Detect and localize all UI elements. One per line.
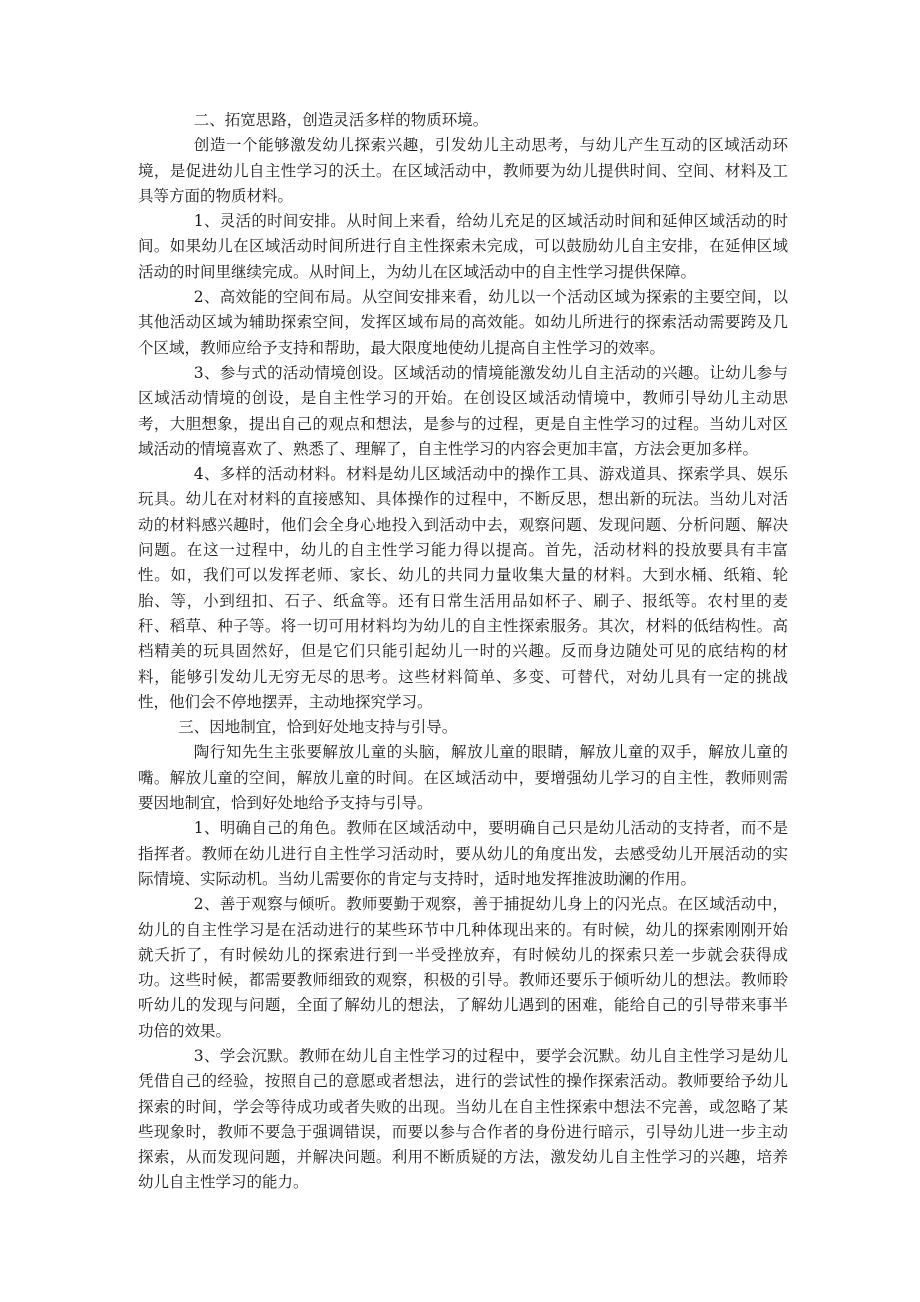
point-observe-listen: 2、善于观察与倾听。教师要勤于观察，善于捕捉幼儿身上的闪光点。在区域活动中，幼儿的自主性学习是在活动进行的某些环节中几种体现出来的。有时候，幼儿的探索刚刚开始就夭折了，有时候幼儿的探索进行到一半受挫放弃，有时候幼儿的探索只差一步就会获得成功。这些时候，都需要教师细致的观察，积极的引导。教师还要乐于倾听幼儿的想法。教师聆听幼儿的发现与问题，全面了解幼儿的想法，了解幼儿遇到的困难，能给自己的引导带来事半功倍的效果。	[138, 895, 788, 1040]
point-space-layout: 2、高效能的空间布局。从空间安排来看，幼儿以一个活动区域为探索的主要空间，以其他活动区域为辅助探索空间，发挥区域布局的高效能。如幼儿所进行的探索活动需要跨及几个区域，教师应给予支持和帮助，最大限度地使幼儿提高自主性学习的效率。	[138, 288, 788, 357]
section-heading-2: 二、拓宽思路，创造灵活多样的物质环境。	[193, 111, 489, 129]
point-time-arrangement: 1、灵活的时间安排。从时间上来看，给幼儿充足的区域活动时间和延伸区域活动的时间。如果幼儿在区域活动时间所进行自主性探索未完成，可以鼓励幼儿自主安排，在延伸区域活动的时间里继续完成。从时间上，为幼儿在区域活动中的自主性学习提供保障。	[138, 212, 788, 281]
document-body	[138, 108, 788, 1196]
section-heading-3: 三、因地制宜，恰到好处地支持与引导。	[178, 718, 458, 737]
section-intro-paragraph: 创造一个能够激发幼儿探索兴趣，引发幼儿主动思考，与幼儿产生互动的区域活动环境，是促进幼儿自主性学习的沃土。在区域活动中，教师要为幼儿提供时间、空间、材料及工具等方面的物质材料。	[138, 136, 788, 205]
point-situation-creation: 3、参与式的活动情境创设。区域活动的情境能激发幼儿自主活动的兴趣。让幼儿参与区域活动情境的创设，是自主性学习的开始。在创设区域活动情境中，教师引导幼儿主动思考，大胆想象，提出自己的观点和想法，是参与的过程，更是自主性学习的过程。当幼儿对区域活动的情境喜欢了、熟悉了、理解了，自主性学习的内容会更加丰富，方法会更加多样。	[138, 363, 788, 458]
point-activity-materials: 4、多样的活动材料。材料是幼儿区域活动中的操作工具、游戏道具、探索学具、娱乐玩具。幼儿在对材料的直接感知、具体操作的过程中，不断反思，想出新的玩法。当幼儿对活动的材料感兴趣时，他们会全身心地投入到活动中去，观察问题、发现问题、分析问题、解决问题。在这一过程中，幼儿的自主性学习能力得以提高。首先，活动材料的投放要具有丰富性。如，我们可以发挥老师、家长、幼儿的共同力量收集大量的材料。大到水桶、纸箱、轮胎、等，小到纽扣、石子、纸盒等。还有日常生活用品如杯子、刷子、报纸等。农村里的麦秆、稻草、种子等。将一切可用材料均为幼儿的自主性探索服务。其次，材料的低结构性。高档精美的玩具固然好，但是它们只能引起幼儿一时的兴趣。反而身边随处可见的底结构的材料，能够引发幼儿无穷无尽的思考。这些材料简单、多变、可替代，对幼儿具有一定的挑战性，他们会不停地摆弄，主动地探究学习。	[138, 465, 788, 711]
point-clear-role: 1、明确自己的角色。教师在区域活动中，要明确自己只是幼儿活动的支持者，而不是指挥者。教师在幼儿进行自主性学习活动时，要从幼儿的角度出发，去感受幼儿开展活动的实际情境、实际动机。当幼儿需要你的肯定与支持时，适时地发挥推波助澜的作用。	[138, 819, 788, 888]
point-learn-silence: 3、学会沉默。教师在幼儿自主性学习的过程中，要学会沉默。幼儿自主性学习是幼儿凭借自己的经验，按照自己的意愿或者想法，进行的尝试性的操作探索活动。教师要给予幼儿探索的时间，学会等待成功或者失败的出现。当幼儿在自主性探索中想法不完善，或忽略了某些现象时，教师不要急于强调错误，而要以参与合作者的身份进行暗示，引导幼儿进一步主动探索，从而发现问题，并解决问题。利用不断质疑的方法，激发幼儿自主性学习的兴趣，培养幼儿自主性学习的能力。	[138, 1046, 788, 1192]
section-intro-paragraph-3: 陶行知先生主张要解放儿童的头脑，解放儿童的眼睛，解放儿童的双手，解放儿童的嘴。解放儿童的空间，解放儿童的时间。在区域活动中，要增强幼儿学习的自主性，教师则需要因地制宜，恰到好处地给予支持与引导。	[138, 743, 788, 813]
